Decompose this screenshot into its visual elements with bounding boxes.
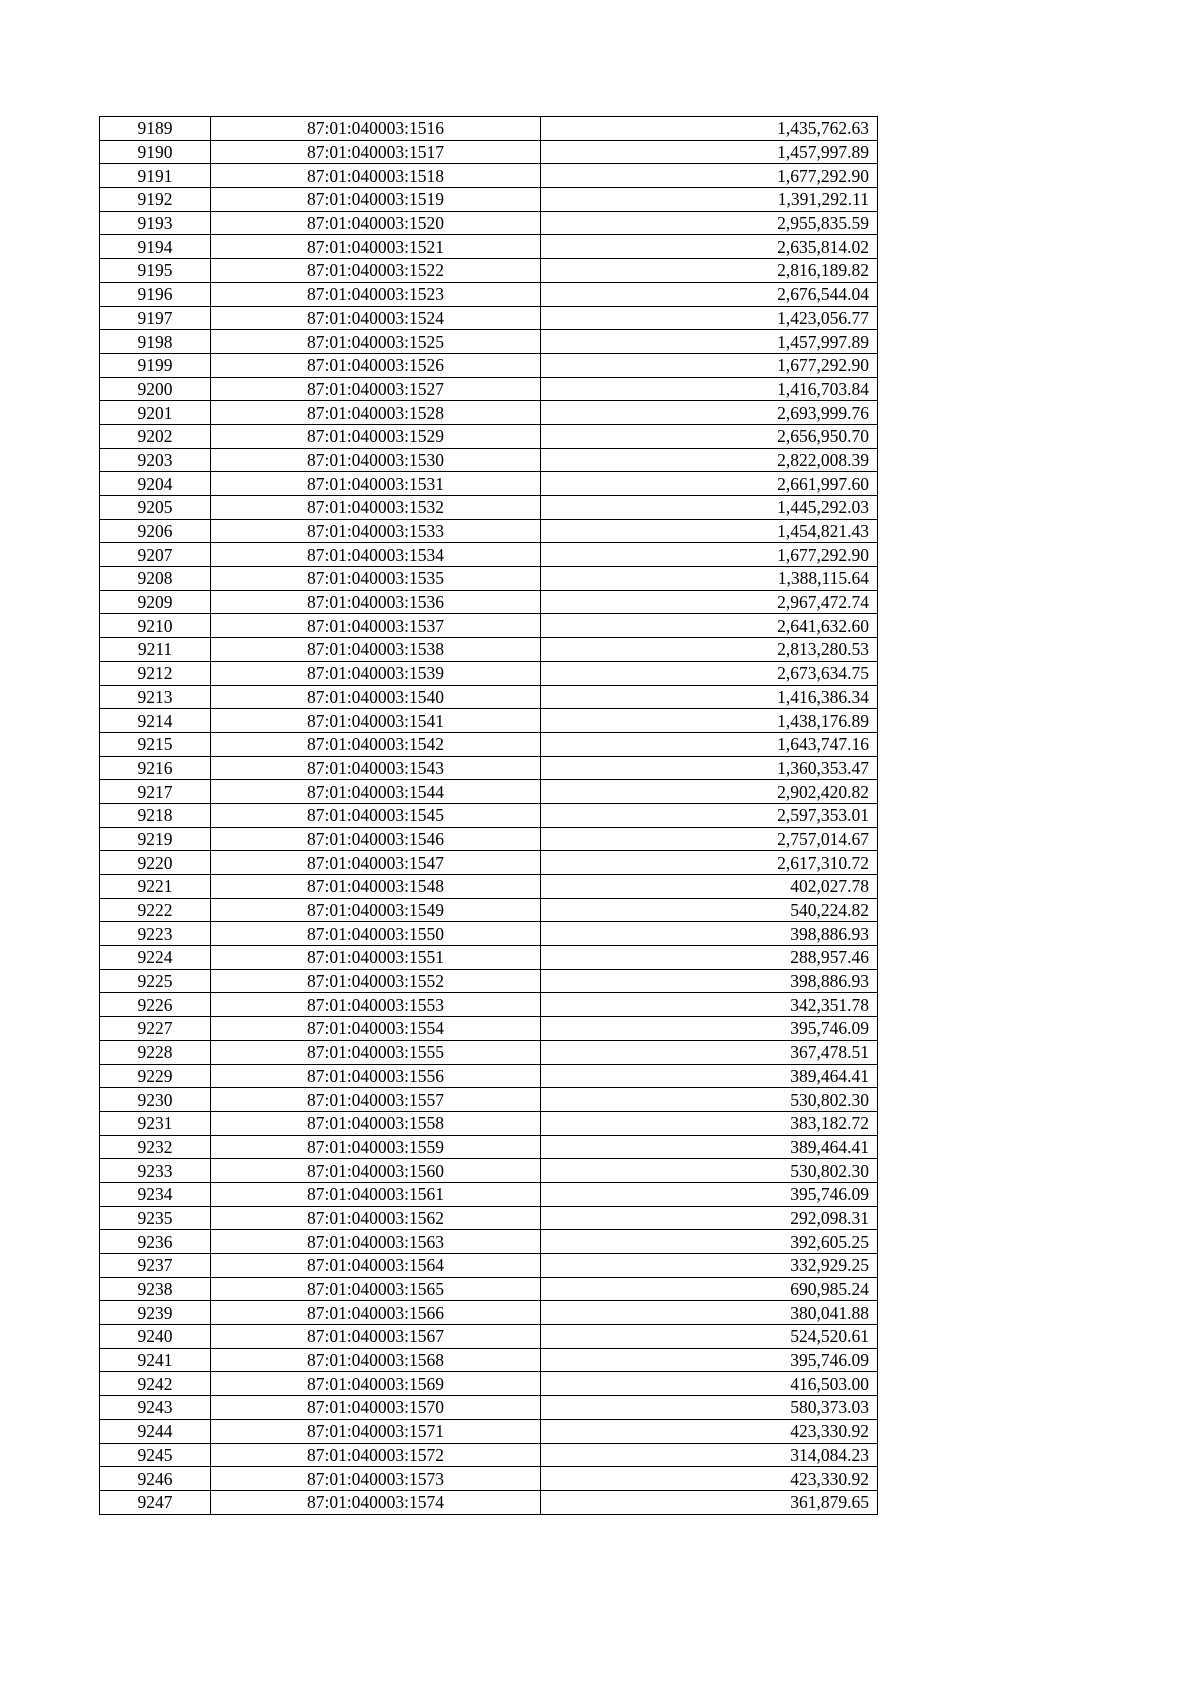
cadastral-number-cell: 87:01:040003:1566	[211, 1301, 541, 1325]
cadastral-value-cell: 1,454,821.43	[541, 519, 878, 543]
cadastral-value-cell: 1,445,292.03	[541, 496, 878, 520]
row-number-cell: 9190	[100, 140, 211, 164]
row-number-cell: 9198	[100, 330, 211, 354]
row-number-cell: 9192	[100, 188, 211, 212]
table-row	[100, 1396, 878, 1420]
cadastral-value-cell: 389,464.41	[541, 1135, 878, 1159]
table-row	[100, 993, 878, 1017]
table-row	[100, 1182, 878, 1206]
table-row	[100, 898, 878, 922]
cadastral-number-cell: 87:01:040003:1570	[211, 1396, 541, 1420]
cadastral-number-cell: 87:01:040003:1574	[211, 1490, 541, 1514]
cadastral-number-cell: 87:01:040003:1568	[211, 1348, 541, 1372]
cadastral-value-cell: 2,635,814.02	[541, 235, 878, 259]
cadastral-value-cell: 314,084.23	[541, 1443, 878, 1467]
cadastral-value-table	[99, 116, 878, 1515]
table-row	[100, 614, 878, 638]
row-number-cell: 9234	[100, 1182, 211, 1206]
cadastral-value-cell: 2,676,544.04	[541, 282, 878, 306]
row-number-cell: 9206	[100, 519, 211, 543]
row-number-cell: 9218	[100, 803, 211, 827]
cadastral-value-cell: 1,438,176.89	[541, 709, 878, 733]
cadastral-number-cell: 87:01:040003:1519	[211, 188, 541, 212]
cadastral-number-cell: 87:01:040003:1569	[211, 1372, 541, 1396]
cadastral-value-cell: 2,813,280.53	[541, 638, 878, 662]
cadastral-number-cell: 87:01:040003:1572	[211, 1443, 541, 1467]
cadastral-value-cell: 1,416,703.84	[541, 377, 878, 401]
row-number-cell: 9230	[100, 1088, 211, 1112]
cadastral-value-cell: 402,027.78	[541, 875, 878, 899]
cadastral-number-cell: 87:01:040003:1557	[211, 1088, 541, 1112]
cadastral-value-cell: 398,886.93	[541, 969, 878, 993]
cadastral-value-cell: 292,098.31	[541, 1206, 878, 1230]
row-number-cell: 9239	[100, 1301, 211, 1325]
table-row	[100, 567, 878, 591]
cadastral-number-cell: 87:01:040003:1561	[211, 1182, 541, 1206]
table-row	[100, 1467, 878, 1491]
cadastral-number-cell: 87:01:040003:1556	[211, 1064, 541, 1088]
row-number-cell: 9240	[100, 1325, 211, 1349]
table-row	[100, 211, 878, 235]
cadastral-number-cell: 87:01:040003:1539	[211, 661, 541, 685]
cadastral-number-cell: 87:01:040003:1526	[211, 353, 541, 377]
table-row	[100, 709, 878, 733]
cadastral-number-cell: 87:01:040003:1532	[211, 496, 541, 520]
row-number-cell: 9226	[100, 993, 211, 1017]
cadastral-number-cell: 87:01:040003:1544	[211, 780, 541, 804]
row-number-cell: 9219	[100, 827, 211, 851]
table-row	[100, 780, 878, 804]
table-row	[100, 638, 878, 662]
row-number-cell: 9215	[100, 732, 211, 756]
cadastral-value-cell: 1,388,115.64	[541, 567, 878, 591]
cadastral-number-cell: 87:01:040003:1545	[211, 803, 541, 827]
table-row	[100, 756, 878, 780]
row-number-cell: 9202	[100, 424, 211, 448]
row-number-cell: 9221	[100, 875, 211, 899]
cadastral-number-cell: 87:01:040003:1559	[211, 1135, 541, 1159]
row-number-cell: 9232	[100, 1135, 211, 1159]
table-row	[100, 1301, 878, 1325]
cadastral-value-cell: 580,373.03	[541, 1396, 878, 1420]
cadastral-value-cell: 2,673,634.75	[541, 661, 878, 685]
row-number-cell: 9212	[100, 661, 211, 685]
table-row	[100, 306, 878, 330]
cadastral-number-cell: 87:01:040003:1546	[211, 827, 541, 851]
row-number-cell: 9194	[100, 235, 211, 259]
cadastral-value-cell: 2,902,420.82	[541, 780, 878, 804]
table-row	[100, 1159, 878, 1183]
row-number-cell: 9189	[100, 117, 211, 141]
cadastral-value-cell: 389,464.41	[541, 1064, 878, 1088]
cadastral-value-cell: 1,435,762.63	[541, 117, 878, 141]
cadastral-value-cell: 1,457,997.89	[541, 140, 878, 164]
row-number-cell: 9228	[100, 1040, 211, 1064]
table-row	[100, 946, 878, 970]
cadastral-number-cell: 87:01:040003:1525	[211, 330, 541, 354]
row-number-cell: 9242	[100, 1372, 211, 1396]
table-row	[100, 1277, 878, 1301]
row-number-cell: 9229	[100, 1064, 211, 1088]
table-row	[100, 827, 878, 851]
cadastral-number-cell: 87:01:040003:1542	[211, 732, 541, 756]
cadastral-value-cell: 2,656,950.70	[541, 424, 878, 448]
table-row	[100, 1372, 878, 1396]
table-row	[100, 732, 878, 756]
table-row	[100, 140, 878, 164]
table-row	[100, 1040, 878, 1064]
table-row	[100, 1064, 878, 1088]
table-row	[100, 1230, 878, 1254]
table-row	[100, 1254, 878, 1278]
row-number-cell: 9245	[100, 1443, 211, 1467]
cadastral-number-cell: 87:01:040003:1558	[211, 1111, 541, 1135]
cadastral-value-cell: 383,182.72	[541, 1111, 878, 1135]
table-row	[100, 922, 878, 946]
table-row	[100, 1088, 878, 1112]
table-row	[100, 472, 878, 496]
row-number-cell: 9214	[100, 709, 211, 733]
table-row	[100, 377, 878, 401]
row-number-cell: 9238	[100, 1277, 211, 1301]
cadastral-value-cell: 524,520.61	[541, 1325, 878, 1349]
row-number-cell: 9246	[100, 1467, 211, 1491]
cadastral-value-cell: 1,457,997.89	[541, 330, 878, 354]
cadastral-value-cell: 2,822,008.39	[541, 448, 878, 472]
row-number-cell: 9211	[100, 638, 211, 662]
cadastral-number-cell: 87:01:040003:1534	[211, 543, 541, 567]
row-number-cell: 9197	[100, 306, 211, 330]
cadastral-number-cell: 87:01:040003:1553	[211, 993, 541, 1017]
row-number-cell: 9200	[100, 377, 211, 401]
cadastral-value-cell: 540,224.82	[541, 898, 878, 922]
cadastral-number-cell: 87:01:040003:1564	[211, 1254, 541, 1278]
row-number-cell: 9244	[100, 1419, 211, 1443]
cadastral-number-cell: 87:01:040003:1516	[211, 117, 541, 141]
cadastral-value-cell: 2,661,997.60	[541, 472, 878, 496]
row-number-cell: 9209	[100, 590, 211, 614]
row-number-cell: 9220	[100, 851, 211, 875]
row-number-cell: 9193	[100, 211, 211, 235]
cadastral-value-cell: 1,643,747.16	[541, 732, 878, 756]
cadastral-number-cell: 87:01:040003:1530	[211, 448, 541, 472]
table-row	[100, 519, 878, 543]
row-number-cell: 9210	[100, 614, 211, 638]
row-number-cell: 9241	[100, 1348, 211, 1372]
cadastral-value-cell: 2,597,353.01	[541, 803, 878, 827]
cadastral-number-cell: 87:01:040003:1522	[211, 259, 541, 283]
cadastral-value-cell: 398,886.93	[541, 922, 878, 946]
table-row	[100, 1348, 878, 1372]
table-row	[100, 235, 878, 259]
row-number-cell: 9191	[100, 164, 211, 188]
cadastral-number-cell: 87:01:040003:1549	[211, 898, 541, 922]
cadastral-value-cell: 1,677,292.90	[541, 164, 878, 188]
table-row	[100, 1017, 878, 1041]
row-number-cell: 9217	[100, 780, 211, 804]
cadastral-number-cell: 87:01:040003:1524	[211, 306, 541, 330]
table-row	[100, 117, 878, 141]
table-row	[100, 969, 878, 993]
table-row	[100, 424, 878, 448]
cadastral-number-cell: 87:01:040003:1551	[211, 946, 541, 970]
cadastral-value-cell: 380,041.88	[541, 1301, 878, 1325]
cadastral-value-cell: 2,757,014.67	[541, 827, 878, 851]
cadastral-value-cell: 1,391,292.11	[541, 188, 878, 212]
table-row	[100, 1490, 878, 1514]
cadastral-value-cell: 530,802.30	[541, 1159, 878, 1183]
row-number-cell: 9201	[100, 401, 211, 425]
row-number-cell: 9233	[100, 1159, 211, 1183]
table-row	[100, 543, 878, 567]
cadastral-value-cell: 423,330.92	[541, 1467, 878, 1491]
table-row	[100, 282, 878, 306]
row-number-cell: 9205	[100, 496, 211, 520]
cadastral-number-cell: 87:01:040003:1527	[211, 377, 541, 401]
row-number-cell: 9227	[100, 1017, 211, 1041]
cadastral-number-cell: 87:01:040003:1550	[211, 922, 541, 946]
cadastral-number-cell: 87:01:040003:1554	[211, 1017, 541, 1041]
table-row	[100, 1111, 878, 1135]
table-row	[100, 590, 878, 614]
table-row	[100, 1419, 878, 1443]
table-row	[100, 448, 878, 472]
cadastral-number-cell: 87:01:040003:1517	[211, 140, 541, 164]
cadastral-number-cell: 87:01:040003:1563	[211, 1230, 541, 1254]
cadastral-number-cell: 87:01:040003:1531	[211, 472, 541, 496]
row-number-cell: 9225	[100, 969, 211, 993]
row-number-cell: 9237	[100, 1254, 211, 1278]
cadastral-number-cell: 87:01:040003:1520	[211, 211, 541, 235]
table-row	[100, 496, 878, 520]
row-number-cell: 9207	[100, 543, 211, 567]
cadastral-value-cell: 361,879.65	[541, 1490, 878, 1514]
cadastral-number-cell: 87:01:040003:1540	[211, 685, 541, 709]
table-row	[100, 685, 878, 709]
cadastral-value-cell: 1,423,056.77	[541, 306, 878, 330]
row-number-cell: 9208	[100, 567, 211, 591]
cadastral-number-cell: 87:01:040003:1567	[211, 1325, 541, 1349]
row-number-cell: 9231	[100, 1111, 211, 1135]
table-row	[100, 353, 878, 377]
cadastral-number-cell: 87:01:040003:1528	[211, 401, 541, 425]
table-row	[100, 1206, 878, 1230]
cadastral-value-cell: 423,330.92	[541, 1419, 878, 1443]
cadastral-value-cell: 2,816,189.82	[541, 259, 878, 283]
row-number-cell: 9224	[100, 946, 211, 970]
cadastral-number-cell: 87:01:040003:1555	[211, 1040, 541, 1064]
cadastral-number-cell: 87:01:040003:1571	[211, 1419, 541, 1443]
table-row	[100, 164, 878, 188]
row-number-cell: 9203	[100, 448, 211, 472]
row-number-cell: 9222	[100, 898, 211, 922]
cadastral-value-cell: 395,746.09	[541, 1182, 878, 1206]
row-number-cell: 9196	[100, 282, 211, 306]
table-row	[100, 188, 878, 212]
table-row	[100, 1135, 878, 1159]
row-number-cell: 9213	[100, 685, 211, 709]
table-row	[100, 1443, 878, 1467]
row-number-cell: 9243	[100, 1396, 211, 1420]
cadastral-value-cell: 395,746.09	[541, 1017, 878, 1041]
table-row	[100, 803, 878, 827]
cadastral-value-cell: 1,677,292.90	[541, 353, 878, 377]
cadastral-value-cell: 288,957.46	[541, 946, 878, 970]
table-row	[100, 401, 878, 425]
row-number-cell: 9247	[100, 1490, 211, 1514]
cadastral-number-cell: 87:01:040003:1537	[211, 614, 541, 638]
cadastral-number-cell: 87:01:040003:1518	[211, 164, 541, 188]
cadastral-number-cell: 87:01:040003:1533	[211, 519, 541, 543]
table-body	[100, 117, 878, 1515]
table-row	[100, 851, 878, 875]
cadastral-value-cell: 2,967,472.74	[541, 590, 878, 614]
row-number-cell: 9223	[100, 922, 211, 946]
row-number-cell: 9235	[100, 1206, 211, 1230]
cadastral-number-cell: 87:01:040003:1552	[211, 969, 541, 993]
cadastral-number-cell: 87:01:040003:1548	[211, 875, 541, 899]
cadastral-value-cell: 367,478.51	[541, 1040, 878, 1064]
row-number-cell: 9236	[100, 1230, 211, 1254]
cadastral-number-cell: 87:01:040003:1562	[211, 1206, 541, 1230]
cadastral-value-cell: 2,693,999.76	[541, 401, 878, 425]
cadastral-number-cell: 87:01:040003:1523	[211, 282, 541, 306]
table-row	[100, 259, 878, 283]
cadastral-value-cell: 1,677,292.90	[541, 543, 878, 567]
row-number-cell: 9195	[100, 259, 211, 283]
cadastral-value-cell: 392,605.25	[541, 1230, 878, 1254]
row-number-cell: 9216	[100, 756, 211, 780]
cadastral-number-cell: 87:01:040003:1565	[211, 1277, 541, 1301]
table-row	[100, 330, 878, 354]
cadastral-value-cell: 2,641,632.60	[541, 614, 878, 638]
table-row	[100, 875, 878, 899]
row-number-cell: 9204	[100, 472, 211, 496]
cadastral-value-cell: 2,617,310.72	[541, 851, 878, 875]
cadastral-number-cell: 87:01:040003:1529	[211, 424, 541, 448]
cadastral-number-cell: 87:01:040003:1536	[211, 590, 541, 614]
cadastral-number-cell: 87:01:040003:1521	[211, 235, 541, 259]
cadastral-number-cell: 87:01:040003:1573	[211, 1467, 541, 1491]
cadastral-number-cell: 87:01:040003:1560	[211, 1159, 541, 1183]
cadastral-number-cell: 87:01:040003:1538	[211, 638, 541, 662]
cadastral-value-cell: 416,503.00	[541, 1372, 878, 1396]
cadastral-value-cell: 530,802.30	[541, 1088, 878, 1112]
cadastral-number-cell: 87:01:040003:1535	[211, 567, 541, 591]
cadastral-number-cell: 87:01:040003:1543	[211, 756, 541, 780]
cadastral-value-cell: 332,929.25	[541, 1254, 878, 1278]
cadastral-number-cell: 87:01:040003:1547	[211, 851, 541, 875]
cadastral-value-cell: 690,985.24	[541, 1277, 878, 1301]
table-row	[100, 661, 878, 685]
table-row	[100, 1325, 878, 1349]
row-number-cell: 9199	[100, 353, 211, 377]
cadastral-value-cell: 2,955,835.59	[541, 211, 878, 235]
cadastral-value-cell: 342,351.78	[541, 993, 878, 1017]
cadastral-number-cell: 87:01:040003:1541	[211, 709, 541, 733]
cadastral-value-cell: 1,360,353.47	[541, 756, 878, 780]
cadastral-value-cell: 395,746.09	[541, 1348, 878, 1372]
cadastral-value-cell: 1,416,386.34	[541, 685, 878, 709]
